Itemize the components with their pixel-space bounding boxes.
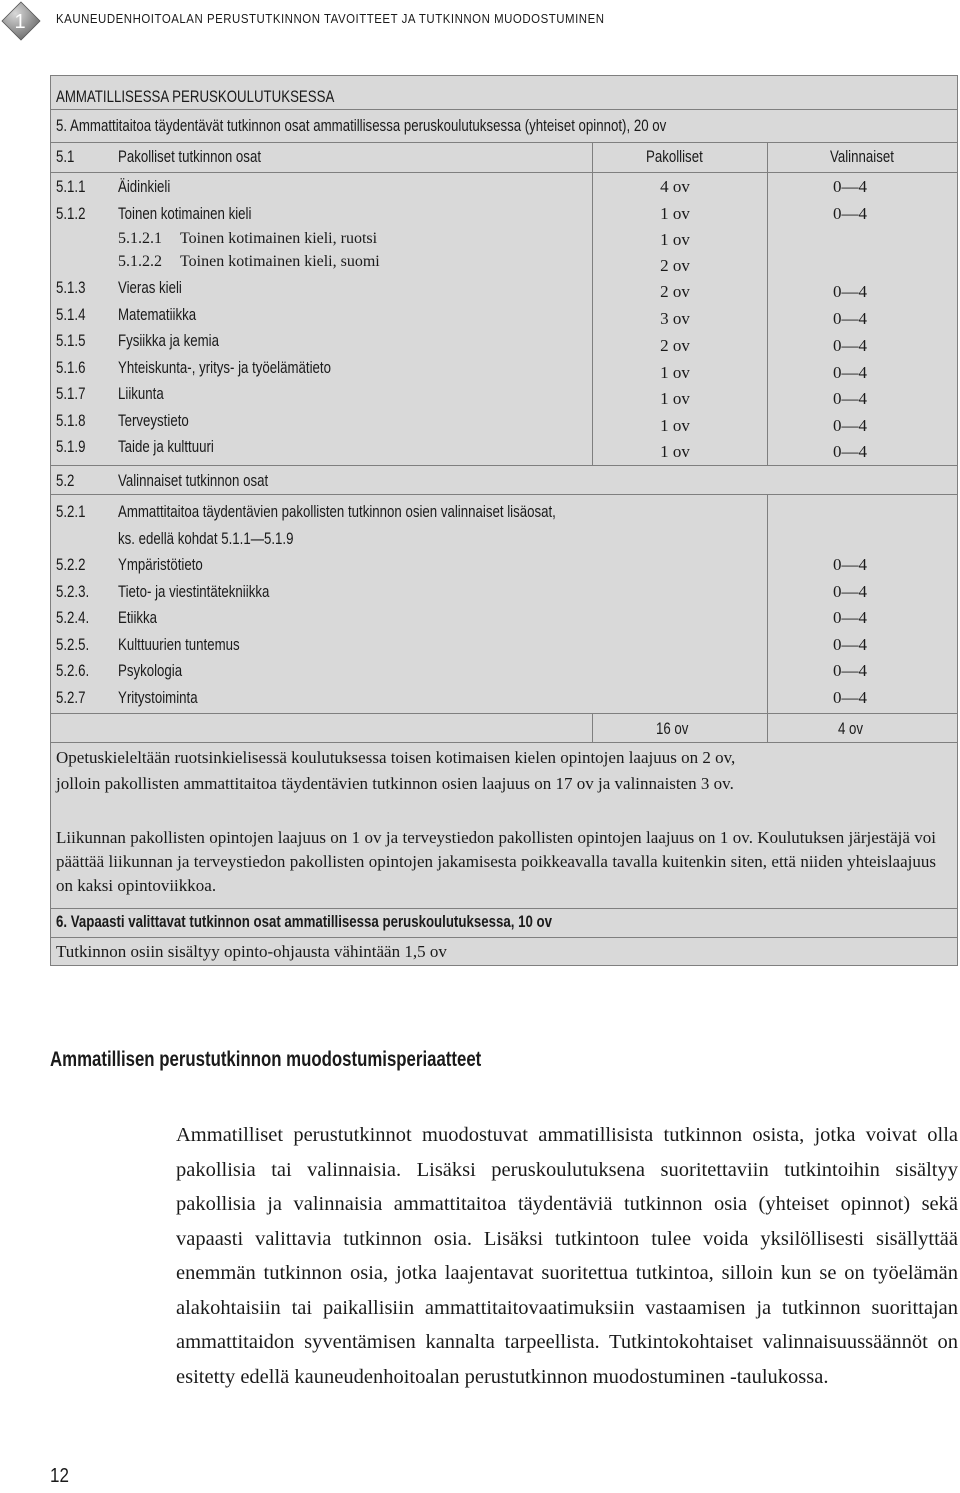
- row-valinnaiset: 0—4: [833, 608, 867, 627]
- row-number: 5.2.5.: [56, 635, 90, 654]
- row-valinnaiset: 0—4: [833, 635, 867, 654]
- row-label-continued: ks. edellä kohdat 5.1.1—5.1.9: [118, 529, 294, 548]
- row-label: Kulttuurien tuntemus: [118, 635, 240, 654]
- col-header-pakolliset: Pakolliset: [646, 147, 703, 166]
- row-number: 5.1.3: [56, 278, 86, 297]
- row-valinnaiset: 0—4: [833, 389, 867, 408]
- section-5-2-number: 5.2: [56, 471, 75, 490]
- row-pakolliset: 1 ov: [660, 389, 690, 408]
- divider: [50, 465, 958, 466]
- row-number: 5.2.4.: [56, 608, 90, 627]
- chapter-number: 1: [14, 11, 26, 33]
- row-label: Yritystoiminta: [118, 688, 198, 707]
- column-divider: [767, 494, 768, 742]
- column-divider: [592, 142, 593, 465]
- chapter-badge: [1, 1, 41, 41]
- column-divider: [592, 713, 593, 742]
- note-swedish-line-1: Opetuskieleltään ruotsinkielisessä koulutuksessa toisen kotimaisen kielen opintojen laajuus on 2 ov,: [56, 748, 736, 767]
- row-number: 5.2.6.: [56, 661, 90, 680]
- row-number: 5.1.6: [56, 358, 86, 377]
- row-label: Fysiikka ja kemia: [118, 331, 219, 350]
- row-number: 5.1.9: [56, 437, 86, 456]
- row-pakolliset: 1 ov: [660, 416, 690, 435]
- row-number: 5.1.2.2: [118, 253, 162, 270]
- row-label: Toinen kotimainen kieli: [118, 204, 252, 223]
- page-header: [0, 0, 960, 44]
- row-number: 5.2.2: [56, 555, 86, 574]
- row-valinnaiset: 0—4: [833, 688, 867, 707]
- row-label: Liikunta: [118, 384, 164, 403]
- row-number: 5.2.3.: [56, 582, 90, 601]
- divider: [50, 172, 958, 173]
- divider: [50, 494, 958, 495]
- note-sports-health: Liikunnan pakollisten opintojen laajuus on 1 ov ja terveystiedon pakollisten opintojen laajuus on 1 ov. Koulutuksen järjestäjä voi päättää liikunnan ja terveystiedon pakollisten opintojen jakamisesta poikkeavalla tavalla kuitenkin siten, että niiden yhteislaajuus on kaksi opintoviikkoa.: [56, 828, 936, 895]
- row-valinnaiset: 0—4: [833, 661, 867, 680]
- row-label: Yhteiskunta-, yritys- ja työelämätieto: [118, 358, 331, 377]
- row-number: 5.2.1: [56, 502, 86, 521]
- row-pakolliset: 2 ov: [660, 256, 690, 275]
- row-valinnaiset: 0—4: [833, 363, 867, 382]
- row-label: Taide ja kulttuuri: [118, 437, 214, 456]
- divider: [50, 742, 958, 743]
- row-valinnaiset: 0—4: [833, 582, 867, 601]
- section-5-2-label: Valinnaiset tutkinnon osat: [118, 471, 269, 490]
- row-label: Ympäristötieto: [118, 555, 203, 574]
- section-heading: Ammatillisen perustutkinnon muodostumisperiaatteet: [50, 1048, 482, 1071]
- row-label: Psykologia: [118, 661, 183, 680]
- section-6-title: 6. Vapaasti valittavat tutkinnon osat ammatillisessa peruskoulutuksessa, 10 ov: [56, 912, 552, 931]
- column-divider: [767, 142, 768, 465]
- row-number: 5.1.4: [56, 305, 86, 324]
- row-pakolliset: 2 ov: [660, 282, 690, 301]
- row-valinnaiset: 0—4: [833, 555, 867, 574]
- divider: [50, 908, 958, 909]
- row-pakolliset: 4 ov: [660, 177, 690, 196]
- section-5-1-label: Pakolliset tutkinnon osat: [118, 147, 262, 166]
- total-pakolliset: 16 ov: [656, 719, 689, 738]
- row-label: Vieras kieli: [118, 278, 182, 297]
- row-number: 5.1.1: [56, 177, 86, 196]
- row-number: 5.1.7: [56, 384, 86, 403]
- table-title: AMMATILLISESSA PERUSKOULUTUKSESSA: [56, 87, 335, 106]
- note-swedish-line-2: jolloin pakollisten ammattitaitoa täydentävien tutkinnon osien laajuus on 17 ov ja valinnaisten 3 ov.: [56, 774, 734, 793]
- total-valinnaiset: 4 ov: [838, 719, 864, 738]
- row-valinnaiset: 0—4: [833, 442, 867, 461]
- row-valinnaiset: 0—4: [833, 336, 867, 355]
- row-number: 5.1.2: [56, 204, 86, 223]
- row-number: 5.1.2.1: [118, 230, 162, 247]
- section-5-1-number: 5.1: [56, 147, 75, 166]
- row-label: Matematiikka: [118, 305, 197, 324]
- divider: [50, 142, 958, 143]
- row-label: Toinen kotimainen kieli, suomi: [180, 253, 380, 270]
- row-label: Ammattitaitoa täydentävien pakollisten tutkinnon osien valinnaiset lisäosat,: [118, 502, 556, 521]
- section-6-note: Tutkinnon osiin sisältyy opinto-ohjausta vähintään 1,5 ov: [56, 942, 447, 961]
- header-title: KAUNEUDENHOITOALAN PERUSTUTKINNON TAVOITTEET JA TUTKINNON MUODOSTUMINEN: [56, 11, 605, 26]
- row-number: 5.1.8: [56, 411, 86, 430]
- page-number: 12: [50, 1465, 69, 1487]
- divider: [50, 937, 958, 938]
- row-pakolliset: 1 ov: [660, 204, 690, 223]
- row-label: Etiikka: [118, 608, 158, 627]
- row-pakolliset: 1 ov: [660, 230, 690, 249]
- row-number: 5.2.7: [56, 688, 86, 707]
- row-valinnaiset: 0—4: [833, 416, 867, 435]
- row-valinnaiset: 0—4: [833, 282, 867, 301]
- body-paragraph: Ammatilliset perustutkinnot muodostuvat ammatillisista tutkinnon osista, jotka voivat olla pakollisia tai valinnaisia. Lisäksi peruskoulutuksena suoritettaviin tutkintoihin sisältyy pakollisia ja valinnaisia ammattitaitoa täydentäviä tutkinnon osia (yhteiset opinnot) sekä vapaasti valittavia tutkinnon osia. Lisäksi tutkintoon tulee voida yksilöllisesti sisällyttää enemmän tutkinnon osia, jotka laajentavat suoritettua tutkintoa, silloin kun se on työelämän alakohtaisiin tai paikallisiin ammattitaitovaatimuksiin vastaamisen ja tutkinnon suorittajan ammattitaidon syventämisen kannalta tarpeellista. Tutkintokohtaiset valinnaisuussäännöt on esitetty edellä kauneudenhoitoalan perustutkinnon muodostuminen -taulukossa.: [176, 1124, 958, 1388]
- row-pakolliset: 2 ov: [660, 336, 690, 355]
- row-label: Toinen kotimainen kieli, ruotsi: [180, 230, 378, 247]
- row-pakolliset: 3 ov: [660, 309, 690, 328]
- row-valinnaiset: 0—4: [833, 204, 867, 223]
- row-label: Äidinkieli: [118, 177, 171, 196]
- section-5-title: 5. Ammattitaitoa täydentävät tutkinnon osat ammatillisessa peruskoulutuksessa (yhteiset opinnot), 20 ov: [56, 116, 667, 135]
- col-header-valinnaiset: Valinnaiset: [830, 147, 894, 166]
- row-label: Terveystieto: [118, 411, 189, 430]
- divider: [50, 713, 958, 714]
- divider: [50, 109, 958, 110]
- row-number: 5.1.5: [56, 331, 86, 350]
- row-pakolliset: 1 ov: [660, 363, 690, 382]
- row-valinnaiset: 0—4: [833, 309, 867, 328]
- row-valinnaiset: 0—4: [833, 177, 867, 196]
- row-label: Tieto- ja viestintätekniikka: [118, 582, 270, 601]
- row-pakolliset: 1 ov: [660, 442, 690, 461]
